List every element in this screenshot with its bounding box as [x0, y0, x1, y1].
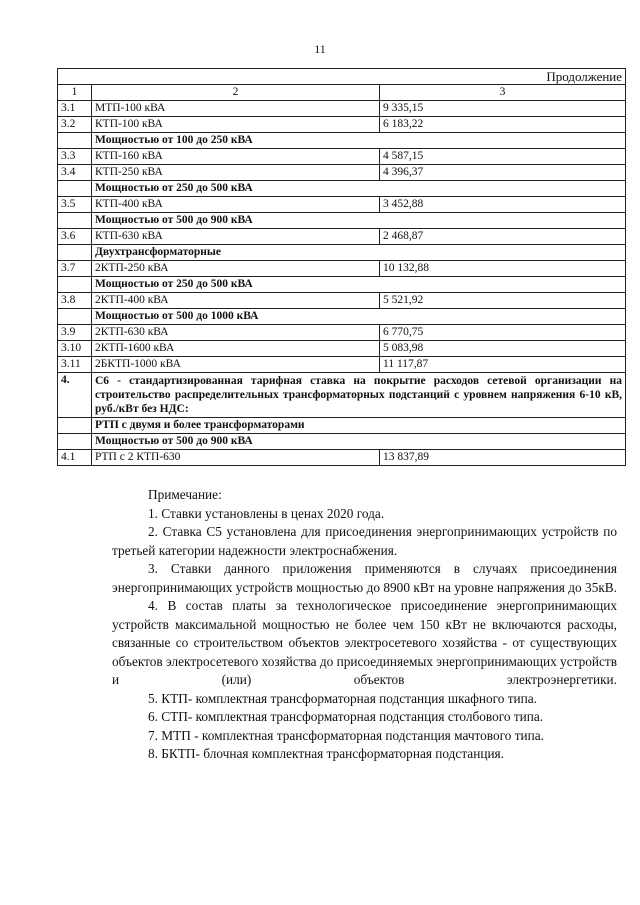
section-description: С6 - стандартизированная тарифная ставка на покрытие расходов сетевой организации на строительство распределительных трансформаторных подстанций с уровнем напряжения 6-10 кВ, руб./кВт без НДС:: [92, 373, 626, 418]
row-name: КТП-630 кВА: [92, 229, 380, 245]
row-number-empty: [58, 434, 92, 450]
row-name: КТП-250 кВА: [92, 165, 380, 181]
section-row: [58, 373, 626, 418]
group-label: Мощностью от 250 до 500 кВА: [92, 277, 626, 293]
group-row: [58, 277, 626, 293]
note-item: 5. КТП- комплектная трансформаторная подстанция шкафного типа.: [148, 690, 537, 706]
row-number: 3.4: [58, 165, 92, 181]
note-item: 4. В состав платы за технологическое присоединение энергопринимающих устройств максимальной мощностью не более чем 150 кВт не включаются расходы, связанные со строительством объектов электросетевого хозяйства - от существующих объектов электросетевого хозяйства до присоединяемых энергопринимающих устройств и (или) объектов электроэнергетики.: [112, 598, 617, 687]
row-name: КТП-100 кВА: [92, 117, 380, 133]
row-number: 3.9: [58, 325, 92, 341]
row-number-empty: [58, 181, 92, 197]
row-number: 3.11: [58, 357, 92, 373]
column-number: 3: [380, 85, 626, 101]
table-row: [58, 341, 626, 357]
note-item: 1. Ставки установлены в ценах 2020 года.: [148, 505, 385, 521]
group-row: [58, 309, 626, 325]
group-label: Мощностью от 500 до 900 кВА: [92, 434, 626, 450]
column-number-row: [58, 85, 626, 101]
row-name: 2КТП-1600 кВА: [92, 341, 380, 357]
table-row: [58, 325, 626, 341]
row-number-empty: [58, 133, 92, 149]
row-number: 3.8: [58, 293, 92, 309]
row-value: 4 396,37: [380, 165, 626, 181]
note-item: 2. Ставка С5 установлена для присоединения энергопринимающих устройств по третьей категории надежности электроснабжения.: [112, 524, 617, 558]
row-value: 6 183,22: [380, 117, 626, 133]
group-label: РТП с двумя и более трансформаторами: [92, 418, 626, 434]
row-number-empty: [58, 245, 92, 261]
row-value: 13 837,89: [380, 450, 626, 466]
row-value: 4 587,15: [380, 149, 626, 165]
section-number: 4.: [58, 373, 92, 418]
row-value: 11 117,87: [380, 357, 626, 373]
row-number-empty: [58, 418, 92, 434]
row-name: 2БКТП-1000 кВА: [92, 357, 380, 373]
row-number: 3.2: [58, 117, 92, 133]
table-row: [58, 450, 626, 466]
row-value: 10 132,88: [380, 261, 626, 277]
row-number-empty: [58, 277, 92, 293]
column-number: 1: [58, 85, 92, 101]
table-row: [58, 261, 626, 277]
notes-title: Примечание:: [148, 487, 222, 502]
row-name: РТП с 2 КТП-630: [92, 450, 380, 466]
table-row: [58, 101, 626, 117]
note-item: 8. БКТП- блочная комплектная трансформаторная подстанция.: [148, 746, 504, 761]
notes-block: [112, 486, 617, 764]
row-number: 3.10: [58, 341, 92, 357]
group-row: [58, 245, 626, 261]
row-name: 2КТП-630 кВА: [92, 325, 380, 341]
row-value: 5 083,98: [380, 341, 626, 357]
row-number: 3.6: [58, 229, 92, 245]
row-number: 3.1: [58, 101, 92, 117]
row-number: 3.3: [58, 149, 92, 165]
row-value: 5 521,92: [380, 293, 626, 309]
group-row: [58, 133, 626, 149]
table-row: [58, 357, 626, 373]
group-label: Мощностью от 500 до 900 кВА: [92, 213, 626, 229]
row-value: 9 335,15: [380, 101, 626, 117]
note-item: 7. МТП - комплектная трансформаторная подстанция мачтового типа.: [148, 727, 544, 743]
row-name: 2КТП-250 кВА: [92, 261, 380, 277]
note-item: 6. СТП- комплектная трансформаторная подстанция столбового типа.: [148, 709, 544, 724]
row-name: КТП-160 кВА: [92, 149, 380, 165]
page-number: 11: [314, 42, 326, 56]
row-value: 6 770,75: [380, 325, 626, 341]
row-name: МТП-100 кВА: [92, 101, 380, 117]
table-row: [58, 293, 626, 309]
row-name: 2КТП-400 кВА: [92, 293, 380, 309]
table-row: [58, 229, 626, 245]
group-label: Мощностью от 250 до 500 кВА: [92, 181, 626, 197]
group-row: [58, 418, 626, 434]
row-value: 2 468,87: [380, 229, 626, 245]
continuation-label: Продолжение: [58, 69, 626, 85]
table-row: [58, 165, 626, 181]
row-number: 3.7: [58, 261, 92, 277]
continuation-row: [58, 69, 626, 85]
group-label: Двухтрансформаторные: [92, 245, 626, 261]
group-row: [58, 434, 626, 450]
row-value: 3 452,88: [380, 197, 626, 213]
table-row: [58, 149, 626, 165]
row-number-empty: [58, 309, 92, 325]
row-number-empty: [58, 213, 92, 229]
note-item: 3. Ставки данного приложения применяются в случаях присоединения энергопринимающих устройств мощностью до 8900 кВт на уровне напряжения до 35кВ.: [112, 561, 617, 595]
column-number: 2: [92, 85, 380, 101]
group-row: [58, 181, 626, 197]
table-row: [58, 197, 626, 213]
table-row: [58, 117, 626, 133]
row-name: КТП-400 кВА: [92, 197, 380, 213]
row-number: 4.1: [58, 450, 92, 466]
group-label: Мощностью от 500 до 1000 кВА: [92, 309, 626, 325]
row-number: 3.5: [58, 197, 92, 213]
group-row: [58, 213, 626, 229]
group-label: Мощностью от 100 до 250 кВА: [92, 133, 626, 149]
tariff-table: [57, 68, 626, 466]
